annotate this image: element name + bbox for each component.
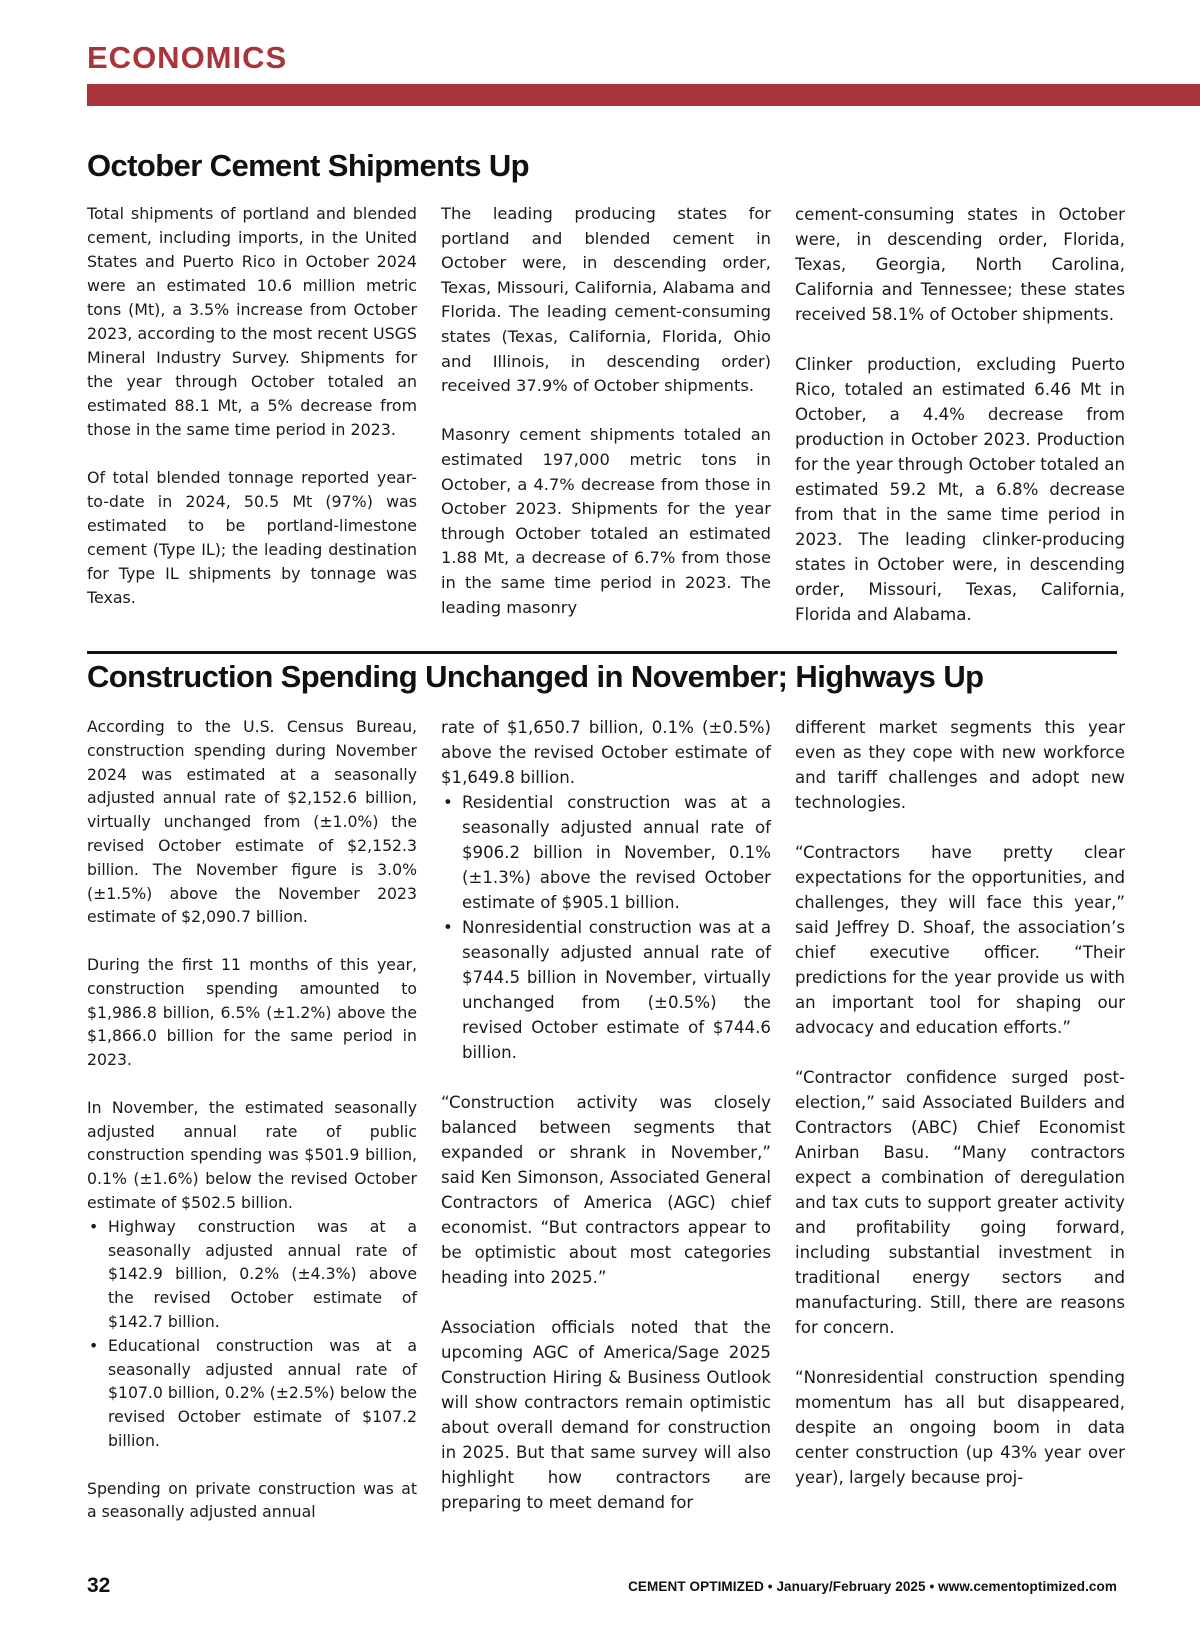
bullet-list: [441, 790, 771, 1065]
paragraph: Total shipments of portland and blended cement, including imports, in the United States and Puerto Rico in October 2024 were an estimated 10.6 million metric tons (Mt), a 3.5% increase from October 2023, according to the most recent USGS Mineral Industry Survey. Shipments for the year through October totaled an estimated 88.1 Mt, a 5% decrease from those in the same time period in 2023.: [87, 204, 417, 439]
publication-footer: CEMENT OPTIMIZED • January/February 2025 • www.cementoptimized.com: [628, 1579, 1117, 1594]
section-bar: [87, 84, 1200, 106]
paragraph: different market segments this year even as they cope with new workforce and tariff challenges and adopt new technologies.: [795, 718, 1125, 812]
paragraph: “Construction activity was closely balanced between segments that expanded or shrank in November,” said Ken Simonson, Associated General Contractors of America (AGC) chief economist. “But contractors appear to be optimistic about most categories heading into 2025.”: [441, 1093, 771, 1287]
paragraph: Of total blended tonnage reported year-to-date in 2024, 50.5 Mt (97%) was estimated to be portland-limestone cement (Type IL); the leading destination for Type IL shipments by tonnage was Texas.: [87, 468, 417, 607]
article-1-column-1: [87, 202, 417, 630]
bullet-item: • Residential construction was at a seasonally adjusted annual rate of $906.2 billion in November, 0.1% (±1.3%) above the revised October estimate of $905.1 billion.: [441, 790, 771, 915]
paragraph: During the first 11 months of this year, construction spending amounted to $1,986.8 billion, 6.5% (±1.2%) above the $1,866.0 billion for the same period in 2023.: [87, 954, 417, 1070]
article-2-title: Construction Spending Unchanged in November; Highways Up: [87, 659, 984, 694]
paragraph: rate of $1,650.7 billion, 0.1% (±0.5%) above the revised October estimate of $1,649.8 billion.: [441, 718, 771, 787]
page-number: 32: [87, 1574, 111, 1597]
bullet-item: • Nonresidential construction was at a seasonally adjusted annual rate of $744.5 billion in November, virtually unchanged from (±0.5%) the revised October estimate of $744.6 billion.: [441, 915, 771, 1065]
paragraph: Clinker production, excluding Puerto Rico, totaled an estimated 6.46 Mt in October, a 4.4% decrease from production in October 2023. Production for the year through October totaled an estimated 59.2 Mt, a 6.8% decrease from that in the same time period in 2023. The leading clinker-producing states in October were, in descending order, Missouri, Texas, California, Florida and Alabama.: [795, 355, 1125, 624]
paragraph: In November, the estimated seasonally adjusted annual rate of public construction spending was $501.9 billion, 0.1% (±1.6%) below the revised October estimate of $502.5 billion.: [87, 1097, 417, 1212]
paragraph: “Contractors have pretty clear expectations for the opportunities, and challenges, they will face this year,” said Jeffrey D. Shoaf, the association’s chief executive officer. “Their predictions for the year provide us with an important tool for shaping our advocacy and education efforts.”: [795, 843, 1125, 1037]
article-1-column-2: [441, 202, 771, 630]
paragraph: Spending on private construction was at a seasonally adjusted annual: [87, 1478, 417, 1522]
article-2-column-2: [441, 715, 771, 1527]
paragraph: cement-consuming states in October were, in descending order, Florida, Texas, Georgia, North Carolina, California and Tennessee; these states received 58.1% of October shipments.: [795, 205, 1125, 324]
article-2-column-3: [795, 715, 1125, 1527]
paragraph: Masonry cement shipments totaled an estimated 197,000 metric tons in October, a 4.7% decrease from those in October 2023. Shipments for the year through October totaled an estimated 1.88 Mt, a decrease of 6.7% from those in the same time period in 2023. The leading masonry: [441, 425, 771, 617]
paragraph: According to the U.S. Census Bureau, construction spending during November 2024 was estimated at a seasonally adjusted annual rate of $2,152.6 billion, virtually unchanged from (±1.0%) the revised October estimate of $2,152.3 billion. The November figure is 3.0% (±1.5%) above the November 2023 estimate of $2,090.7 billion.: [87, 717, 417, 927]
paragraph: Association officials noted that the upcoming AGC of America/Sage 2025 Construction Hiring & Business Outlook will show contractors remain optimistic about overall demand for construction in 2025. But that same survey will also highlight how contractors are preparing to meet demand for: [441, 1318, 771, 1512]
bullet-item: • Educational construction was at a seasonally adjusted annual rate of $107.0 billion, 0.2% (±2.5%) below the revised October estimate of $107.2 billion.: [87, 1334, 417, 1453]
article-divider: [87, 651, 1117, 654]
paragraph: The leading producing states for portland and blended cement in October were, in descending order, Texas, Missouri, California, Alabama and Florida. The leading cement-consuming states (Texas, California, Florida, Ohio and Illinois, in descending order) received 37.9% of October shipments.: [441, 204, 771, 396]
paragraph: “Contractor confidence surged post-election,” said Associated Builders and Contractors (ABC) Chief Economist Anirban Basu. “Many contractors expect a combination of deregulation and tax cuts to support greater activity and profitability going forward, including substantial investment in traditional energy sectors and manufacturing. Still, there are reasons for concern.: [795, 1068, 1125, 1337]
article-1-column-3: [795, 202, 1125, 630]
article-2-column-1: [87, 715, 417, 1527]
paragraph: “Nonresidential construction spending momentum has all but disappeared, despite an ongoing boom in data center construction (up 43% year over year), largely because proj-: [795, 1368, 1125, 1487]
bullet-item: • Highway construction was at a seasonally adjusted annual rate of $142.9 billion, 0.2% (±4.3%) above the revised October estimate of $142.7 billion.: [87, 1215, 417, 1334]
article-1-title: October Cement Shipments Up: [87, 148, 529, 183]
bullet-list: [87, 1215, 417, 1453]
section-label: ECONOMICS: [87, 40, 288, 75]
